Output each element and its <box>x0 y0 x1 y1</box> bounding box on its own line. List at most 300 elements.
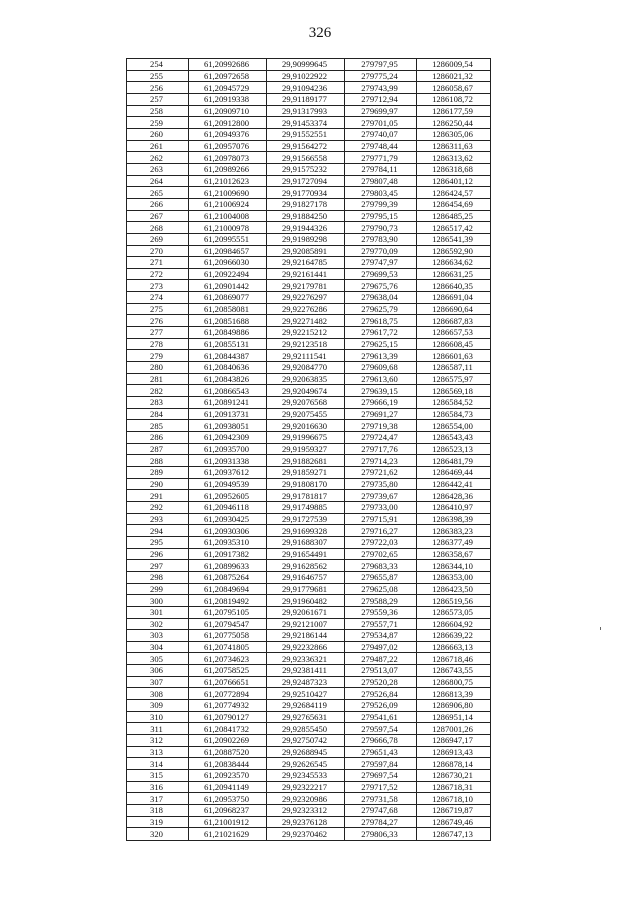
x-coordinate-cell: 279699,53 <box>345 268 417 280</box>
y-coordinate-cell: 1286485,25 <box>417 210 491 222</box>
longitude-cell: 29,91808170 <box>267 478 345 490</box>
x-coordinate-cell: 279526,09 <box>345 700 417 712</box>
latitude-cell: 61,20949539 <box>189 478 267 490</box>
y-coordinate-cell: 1286021,32 <box>417 70 491 82</box>
x-coordinate-cell: 279784,27 <box>345 816 417 828</box>
table-row <box>127 735 491 747</box>
table-row <box>127 443 491 455</box>
x-coordinate-cell: 279597,84 <box>345 758 417 770</box>
x-coordinate-cell: 279803,45 <box>345 187 417 199</box>
longitude-cell: 29,91564272 <box>267 140 345 152</box>
table-row <box>127 723 491 735</box>
x-coordinate-cell: 279487,22 <box>345 653 417 665</box>
table-row <box>127 82 491 94</box>
y-coordinate-cell: 1286398,39 <box>417 513 491 525</box>
x-coordinate-cell: 279807,48 <box>345 175 417 187</box>
longitude-cell: 29,91749885 <box>267 501 345 513</box>
x-coordinate-cell: 279747,68 <box>345 805 417 817</box>
x-coordinate-cell: 279557,71 <box>345 618 417 630</box>
longitude-cell: 29,91727094 <box>267 175 345 187</box>
x-coordinate-cell: 279609,68 <box>345 362 417 374</box>
latitude-cell: 61,20858081 <box>189 303 267 315</box>
table-row <box>127 338 491 350</box>
table-row <box>127 373 491 385</box>
page-number: 326 <box>308 25 332 41</box>
longitude-cell: 29,91989298 <box>267 233 345 245</box>
latitude-cell: 61,20849886 <box>189 327 267 339</box>
point-number-cell: 266 <box>127 198 189 210</box>
latitude-cell: 61,20902269 <box>189 735 267 747</box>
longitude-cell: 29,92276297 <box>267 292 345 304</box>
table-row <box>127 210 491 222</box>
point-number-cell: 317 <box>127 793 189 805</box>
x-coordinate-cell: 279797,95 <box>345 59 417 71</box>
point-number-cell: 313 <box>127 746 189 758</box>
point-number-cell: 292 <box>127 501 189 513</box>
longitude-cell: 29,92320986 <box>267 793 345 805</box>
y-coordinate-cell: 1286631,25 <box>417 268 491 280</box>
y-coordinate-cell: 1286592,90 <box>417 245 491 257</box>
y-coordinate-cell: 1286410,97 <box>417 501 491 513</box>
point-number-cell: 301 <box>127 606 189 618</box>
longitude-cell: 29,92322217 <box>267 781 345 793</box>
point-number-cell: 259 <box>127 117 189 129</box>
x-coordinate-cell: 279526,84 <box>345 688 417 700</box>
y-coordinate-cell: 1286718,31 <box>417 781 491 793</box>
table-row <box>127 700 491 712</box>
latitude-cell: 61,21021629 <box>189 828 267 841</box>
table-row <box>127 315 491 327</box>
x-coordinate-cell: 279701,05 <box>345 117 417 129</box>
table-row <box>127 665 491 677</box>
y-coordinate-cell: 1286663,13 <box>417 641 491 653</box>
latitude-cell: 61,20945729 <box>189 82 267 94</box>
y-coordinate-cell: 1286573,05 <box>417 606 491 618</box>
x-coordinate-cell: 279717,52 <box>345 781 417 793</box>
point-number-cell: 315 <box>127 770 189 782</box>
x-coordinate-cell: 279724,47 <box>345 432 417 444</box>
y-coordinate-cell: 1286423,50 <box>417 583 491 595</box>
table-row <box>127 280 491 292</box>
x-coordinate-cell: 279714,23 <box>345 455 417 467</box>
table-row <box>127 59 491 71</box>
point-number-cell: 282 <box>127 385 189 397</box>
x-coordinate-cell: 279783,90 <box>345 233 417 245</box>
y-coordinate-cell: 1286718,46 <box>417 653 491 665</box>
x-coordinate-cell: 279683,33 <box>345 560 417 572</box>
point-number-cell: 283 <box>127 397 189 409</box>
longitude-cell: 29,92271482 <box>267 315 345 327</box>
y-coordinate-cell: 1286353,00 <box>417 571 491 583</box>
x-coordinate-cell: 279534,87 <box>345 630 417 642</box>
latitude-cell: 61,20819492 <box>189 595 267 607</box>
x-coordinate-cell: 279625,15 <box>345 338 417 350</box>
latitude-cell: 61,20766651 <box>189 676 267 688</box>
x-coordinate-cell: 279717,76 <box>345 443 417 455</box>
longitude-cell: 29,92076568 <box>267 397 345 409</box>
x-coordinate-cell: 279806,33 <box>345 828 417 841</box>
latitude-cell: 61,20923570 <box>189 770 267 782</box>
x-coordinate-cell: 279617,72 <box>345 327 417 339</box>
point-number-cell: 306 <box>127 665 189 677</box>
longitude-cell: 29,92084770 <box>267 362 345 374</box>
longitude-cell: 29,92232866 <box>267 641 345 653</box>
latitude-cell: 61,20869077 <box>189 292 267 304</box>
longitude-cell: 29,92381411 <box>267 665 345 677</box>
table-row <box>127 641 491 653</box>
point-number-cell: 273 <box>127 280 189 292</box>
longitude-cell: 29,92085891 <box>267 245 345 257</box>
y-coordinate-cell: 1286377,49 <box>417 536 491 548</box>
point-number-cell: 281 <box>127 373 189 385</box>
point-number-cell: 261 <box>127 140 189 152</box>
table-row <box>127 327 491 339</box>
latitude-cell: 61,20849694 <box>189 583 267 595</box>
point-number-cell: 257 <box>127 93 189 105</box>
y-coordinate-cell: 1286519,56 <box>417 595 491 607</box>
longitude-cell: 29,91453374 <box>267 117 345 129</box>
table-row <box>127 362 491 374</box>
table-row <box>127 350 491 362</box>
point-number-cell: 265 <box>127 187 189 199</box>
y-coordinate-cell: 1286640,35 <box>417 280 491 292</box>
x-coordinate-cell: 279541,61 <box>345 711 417 723</box>
latitude-cell: 61,20919338 <box>189 93 267 105</box>
longitude-cell: 29,91727539 <box>267 513 345 525</box>
point-number-cell: 303 <box>127 630 189 642</box>
latitude-cell: 61,20913731 <box>189 408 267 420</box>
longitude-cell: 29,92075455 <box>267 408 345 420</box>
latitude-cell: 61,20917382 <box>189 548 267 560</box>
latitude-cell: 61,21000978 <box>189 222 267 234</box>
x-coordinate-cell: 279666,78 <box>345 735 417 747</box>
point-number-cell: 295 <box>127 536 189 548</box>
longitude-cell: 29,92376128 <box>267 816 345 828</box>
longitude-cell: 29,91781817 <box>267 490 345 502</box>
latitude-cell: 61,20968237 <box>189 805 267 817</box>
latitude-cell: 61,20952605 <box>189 490 267 502</box>
longitude-cell: 29,92121007 <box>267 618 345 630</box>
y-coordinate-cell: 1286541,39 <box>417 233 491 245</box>
point-number-cell: 258 <box>127 105 189 117</box>
longitude-cell: 29,92063835 <box>267 373 345 385</box>
point-number-cell: 284 <box>127 408 189 420</box>
point-number-cell: 318 <box>127 805 189 817</box>
point-number-cell: 262 <box>127 152 189 164</box>
table-row <box>127 303 491 315</box>
longitude-cell: 29,91884250 <box>267 210 345 222</box>
longitude-cell: 29,92688945 <box>267 746 345 758</box>
coordinates-table <box>126 58 491 841</box>
x-coordinate-cell: 279520,28 <box>345 676 417 688</box>
x-coordinate-cell: 279697,54 <box>345 770 417 782</box>
longitude-cell: 29,91566558 <box>267 152 345 164</box>
latitude-cell: 61,20772894 <box>189 688 267 700</box>
y-coordinate-cell: 1286358,67 <box>417 548 491 560</box>
point-number-cell: 319 <box>127 816 189 828</box>
table-row <box>127 781 491 793</box>
latitude-cell: 61,20938051 <box>189 420 267 432</box>
latitude-cell: 61,21009690 <box>189 187 267 199</box>
latitude-cell: 61,20935700 <box>189 443 267 455</box>
y-coordinate-cell: 1286523,13 <box>417 443 491 455</box>
latitude-cell: 61,21004008 <box>189 210 267 222</box>
longitude-cell: 29,92186144 <box>267 630 345 642</box>
y-coordinate-cell: 1286878,14 <box>417 758 491 770</box>
longitude-cell: 29,92164785 <box>267 257 345 269</box>
table-row <box>127 187 491 199</box>
latitude-cell: 61,20855131 <box>189 338 267 350</box>
latitude-cell: 61,21001912 <box>189 816 267 828</box>
latitude-cell: 61,20795105 <box>189 606 267 618</box>
table-row <box>127 268 491 280</box>
point-number-cell: 278 <box>127 338 189 350</box>
latitude-cell: 61,20734623 <box>189 653 267 665</box>
x-coordinate-cell: 279740,07 <box>345 128 417 140</box>
y-coordinate-cell: 1286947,17 <box>417 735 491 747</box>
table-row <box>127 618 491 630</box>
latitude-cell: 61,20844387 <box>189 350 267 362</box>
x-coordinate-cell: 279790,73 <box>345 222 417 234</box>
y-coordinate-cell: 1286913,43 <box>417 746 491 758</box>
point-number-cell: 298 <box>127 571 189 583</box>
table-row <box>127 163 491 175</box>
x-coordinate-cell: 279675,76 <box>345 280 417 292</box>
point-number-cell: 280 <box>127 362 189 374</box>
longitude-cell: 29,92345533 <box>267 770 345 782</box>
point-number-cell: 291 <box>127 490 189 502</box>
latitude-cell: 61,20794547 <box>189 618 267 630</box>
y-coordinate-cell: 1286009,54 <box>417 59 491 71</box>
y-coordinate-cell: 1286951,14 <box>417 711 491 723</box>
y-coordinate-cell: 1286313,62 <box>417 152 491 164</box>
longitude-cell: 29,92161441 <box>267 268 345 280</box>
longitude-cell: 29,91770934 <box>267 187 345 199</box>
x-coordinate-cell: 279513,07 <box>345 665 417 677</box>
table-row <box>127 93 491 105</box>
latitude-cell: 61,20978073 <box>189 152 267 164</box>
table-row <box>127 397 491 409</box>
point-number-cell: 267 <box>127 210 189 222</box>
y-coordinate-cell: 1286604,92 <box>417 618 491 630</box>
point-number-cell: 296 <box>127 548 189 560</box>
latitude-cell: 61,20774932 <box>189 700 267 712</box>
table-row <box>127 676 491 688</box>
table-row <box>127 408 491 420</box>
y-coordinate-cell: 1286800,75 <box>417 676 491 688</box>
y-coordinate-cell: 1286481,79 <box>417 455 491 467</box>
latitude-cell: 61,20841732 <box>189 723 267 735</box>
latitude-cell: 61,20901442 <box>189 280 267 292</box>
table-row <box>127 571 491 583</box>
x-coordinate-cell: 279613,39 <box>345 350 417 362</box>
latitude-cell: 61,20946118 <box>189 501 267 513</box>
longitude-cell: 29,91996675 <box>267 432 345 444</box>
x-coordinate-cell: 279795,15 <box>345 210 417 222</box>
table-row <box>127 222 491 234</box>
y-coordinate-cell: 1286250,44 <box>417 117 491 129</box>
point-number-cell: 307 <box>127 676 189 688</box>
x-coordinate-cell: 279799,39 <box>345 198 417 210</box>
table-row <box>127 501 491 513</box>
longitude-cell: 29,92765631 <box>267 711 345 723</box>
y-coordinate-cell: 1286601,63 <box>417 350 491 362</box>
x-coordinate-cell: 279597,54 <box>345 723 417 735</box>
point-number-cell: 277 <box>127 327 189 339</box>
x-coordinate-cell: 279625,08 <box>345 583 417 595</box>
point-number-cell: 269 <box>127 233 189 245</box>
longitude-cell: 29,92049674 <box>267 385 345 397</box>
point-number-cell: 285 <box>127 420 189 432</box>
table-row <box>127 140 491 152</box>
latitude-cell: 61,20931338 <box>189 455 267 467</box>
y-coordinate-cell: 1286442,41 <box>417 478 491 490</box>
x-coordinate-cell: 279666,19 <box>345 397 417 409</box>
table-row <box>127 490 491 502</box>
y-coordinate-cell: 1286749,46 <box>417 816 491 828</box>
x-coordinate-cell: 279559,36 <box>345 606 417 618</box>
y-coordinate-cell: 1286469,44 <box>417 466 491 478</box>
table-row <box>127 432 491 444</box>
longitude-cell: 29,91317993 <box>267 105 345 117</box>
table-row <box>127 746 491 758</box>
y-coordinate-cell: 1286569,18 <box>417 385 491 397</box>
latitude-cell: 61,20866543 <box>189 385 267 397</box>
table-row <box>127 105 491 117</box>
x-coordinate-cell: 279721,62 <box>345 466 417 478</box>
table-row <box>127 793 491 805</box>
longitude-cell: 29,91022922 <box>267 70 345 82</box>
y-coordinate-cell: 1286401,12 <box>417 175 491 187</box>
y-coordinate-cell: 1286584,73 <box>417 408 491 420</box>
table-row <box>127 70 491 82</box>
longitude-cell: 29,92370462 <box>267 828 345 841</box>
point-number-cell: 288 <box>127 455 189 467</box>
x-coordinate-cell: 279747,97 <box>345 257 417 269</box>
latitude-cell: 61,20887520 <box>189 746 267 758</box>
coordinates-table-body <box>127 59 491 841</box>
point-number-cell: 314 <box>127 758 189 770</box>
y-coordinate-cell: 1286690,64 <box>417 303 491 315</box>
point-number-cell: 305 <box>127 653 189 665</box>
x-coordinate-cell: 279497,02 <box>345 641 417 653</box>
table-row <box>127 478 491 490</box>
y-coordinate-cell: 1286813,39 <box>417 688 491 700</box>
longitude-cell: 29,92750742 <box>267 735 345 747</box>
longitude-cell: 29,92123518 <box>267 338 345 350</box>
longitude-cell: 29,91959327 <box>267 443 345 455</box>
latitude-cell: 61,20899633 <box>189 560 267 572</box>
latitude-cell: 61,20891241 <box>189 397 267 409</box>
latitude-cell: 61,20992686 <box>189 59 267 71</box>
point-number-cell: 274 <box>127 292 189 304</box>
y-coordinate-cell: 1286517,42 <box>417 222 491 234</box>
x-coordinate-cell: 279716,27 <box>345 525 417 537</box>
point-number-cell: 254 <box>127 59 189 71</box>
table-row <box>127 630 491 642</box>
longitude-cell: 29,92323312 <box>267 805 345 817</box>
table-row <box>127 770 491 782</box>
point-number-cell: 263 <box>127 163 189 175</box>
latitude-cell: 61,20935310 <box>189 536 267 548</box>
latitude-cell: 61,20930425 <box>189 513 267 525</box>
point-number-cell: 287 <box>127 443 189 455</box>
x-coordinate-cell: 279784,11 <box>345 163 417 175</box>
y-coordinate-cell: 1286177,59 <box>417 105 491 117</box>
table-row <box>127 257 491 269</box>
latitude-cell: 61,20966030 <box>189 257 267 269</box>
y-coordinate-cell: 1286344,10 <box>417 560 491 572</box>
latitude-cell: 61,20937612 <box>189 466 267 478</box>
longitude-cell: 29,91859271 <box>267 466 345 478</box>
y-coordinate-cell: 1286311,63 <box>417 140 491 152</box>
x-coordinate-cell: 279748,44 <box>345 140 417 152</box>
x-coordinate-cell: 279715,91 <box>345 513 417 525</box>
longitude-cell: 29,91960482 <box>267 595 345 607</box>
latitude-cell: 61,20875264 <box>189 571 267 583</box>
table-row <box>127 595 491 607</box>
latitude-cell: 61,20989266 <box>189 163 267 175</box>
table-row <box>127 175 491 187</box>
y-coordinate-cell: 1286747,13 <box>417 828 491 841</box>
x-coordinate-cell: 279625,79 <box>345 303 417 315</box>
point-number-cell: 256 <box>127 82 189 94</box>
x-coordinate-cell: 279651,43 <box>345 746 417 758</box>
point-number-cell: 308 <box>127 688 189 700</box>
y-coordinate-cell: 1286058,67 <box>417 82 491 94</box>
point-number-cell: 320 <box>127 828 189 841</box>
y-coordinate-cell: 1286424,57 <box>417 187 491 199</box>
y-coordinate-cell: 1286743,55 <box>417 665 491 677</box>
latitude-cell: 61,20995551 <box>189 233 267 245</box>
longitude-cell: 29,92215212 <box>267 327 345 339</box>
table-row <box>127 805 491 817</box>
longitude-cell: 29,92336321 <box>267 653 345 665</box>
y-coordinate-cell: 1286383,23 <box>417 525 491 537</box>
latitude-cell: 61,20953750 <box>189 793 267 805</box>
x-coordinate-cell: 279639,15 <box>345 385 417 397</box>
point-number-cell: 309 <box>127 700 189 712</box>
y-coordinate-cell: 1286554,00 <box>417 420 491 432</box>
x-coordinate-cell: 279722,03 <box>345 536 417 548</box>
longitude-cell: 29,92016630 <box>267 420 345 432</box>
point-number-cell: 316 <box>127 781 189 793</box>
table-row <box>127 711 491 723</box>
y-coordinate-cell: 1287001,26 <box>417 723 491 735</box>
longitude-cell: 29,91699328 <box>267 525 345 537</box>
y-coordinate-cell: 1286691,04 <box>417 292 491 304</box>
latitude-cell: 61,20843826 <box>189 373 267 385</box>
y-coordinate-cell: 1286639,22 <box>417 630 491 642</box>
latitude-cell: 61,20775058 <box>189 630 267 642</box>
point-number-cell: 300 <box>127 595 189 607</box>
point-number-cell: 312 <box>127 735 189 747</box>
longitude-cell: 29,92684119 <box>267 700 345 712</box>
latitude-cell: 61,20741805 <box>189 641 267 653</box>
x-coordinate-cell: 279702,65 <box>345 548 417 560</box>
point-number-cell: 268 <box>127 222 189 234</box>
table-row <box>127 688 491 700</box>
table-row <box>127 128 491 140</box>
y-coordinate-cell: 1286428,36 <box>417 490 491 502</box>
longitude-cell: 29,90999645 <box>267 59 345 71</box>
longitude-cell: 29,91628562 <box>267 560 345 572</box>
table-row <box>127 292 491 304</box>
x-coordinate-cell: 279638,04 <box>345 292 417 304</box>
point-number-cell: 302 <box>127 618 189 630</box>
y-coordinate-cell: 1286543,43 <box>417 432 491 444</box>
latitude-cell: 61,20840636 <box>189 362 267 374</box>
